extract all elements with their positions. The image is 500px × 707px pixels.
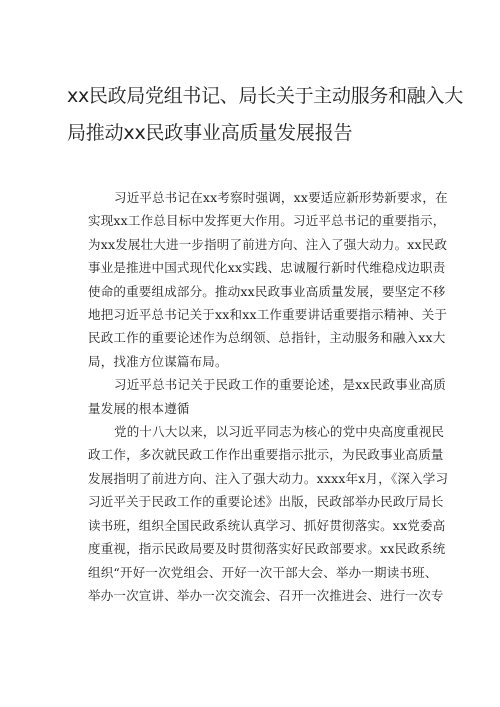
paragraph-1-line-4: 事业是推进中国式现代化xx实践、忠诚履行新时代维稳戍边职责 [88, 260, 446, 276]
paragraph-2-line-4: 习近平关于民政工作的重要论述》出版，民政部举办民政厅局长 [88, 494, 444, 510]
paragraph-2-line-2: 政工作，多次就民政工作作出重要指示批示，为民政事业高质量 [88, 447, 444, 463]
title-line-1: xx民政局党组书记、局长关于主动服务和融入大 [67, 85, 463, 107]
document-title [55, 78, 463, 152]
paragraph-1-line-3: 为xx发展壮大进一步指明了前进方向、注入了强大动力。xx民政 [88, 236, 448, 252]
paragraph-1-line-5: 使命的重要组成部分。推动xx民政事业高质量发展，要坚定不移 [88, 283, 446, 299]
paragraph-2-line-6: 度重视，指示民政局要及时贯彻落实好民政部要求。xx民政系统 [88, 541, 446, 557]
document-body [88, 186, 449, 607]
paragraph-1-line-2: 实现xx工作总目标中发挥更大作用。习近平总书记的重要指示， [88, 213, 446, 229]
paragraph-1-line-6: 地把习近平总书记关于xx和xx工作重要讲话重要指示精神、关于 [88, 307, 448, 323]
paragraph-2-line-5: 读书班，组织全国民政系统认真学习、抓好贯彻落实。xx党委高 [88, 517, 446, 533]
paragraph-2-line-7: 组织“开好一次党组会、开好一次干部大会、举办一期读书班、 [88, 564, 438, 580]
section-heading-line-1: 习近平总书记关于民政工作的重要论述，是xx民政事业高质 [114, 377, 447, 393]
paragraph-1-line-1: 习近平总书记在xx考察时强调，xx要适应新形势新要求，在 [114, 190, 448, 205]
section-heading-line-2: 量发展的根本遵循 [88, 400, 190, 416]
paragraph-2-line-3: 发展指明了前进方向、注入了强大动力。xxxx年x月，《深入学习 [88, 470, 449, 486]
paragraph-1-line-7: 民政工作的重要论述作为总纲领、总指针，主动服务和融入xx大 [88, 330, 446, 346]
paragraph-1-line-8: 局，找准方位谋篇布局。 [88, 353, 228, 369]
paragraph-2-line-1: 党的十八大以来，以习近平同志为核心的党中央高度重视民 [114, 424, 445, 440]
paragraph-2-line-8: 举办一次宣讲、举办一次交流会、召开一次推进会、进行一次专 [88, 587, 444, 603]
title-line-2: 局推动xx民政事业高质量发展报告 [67, 122, 353, 144]
